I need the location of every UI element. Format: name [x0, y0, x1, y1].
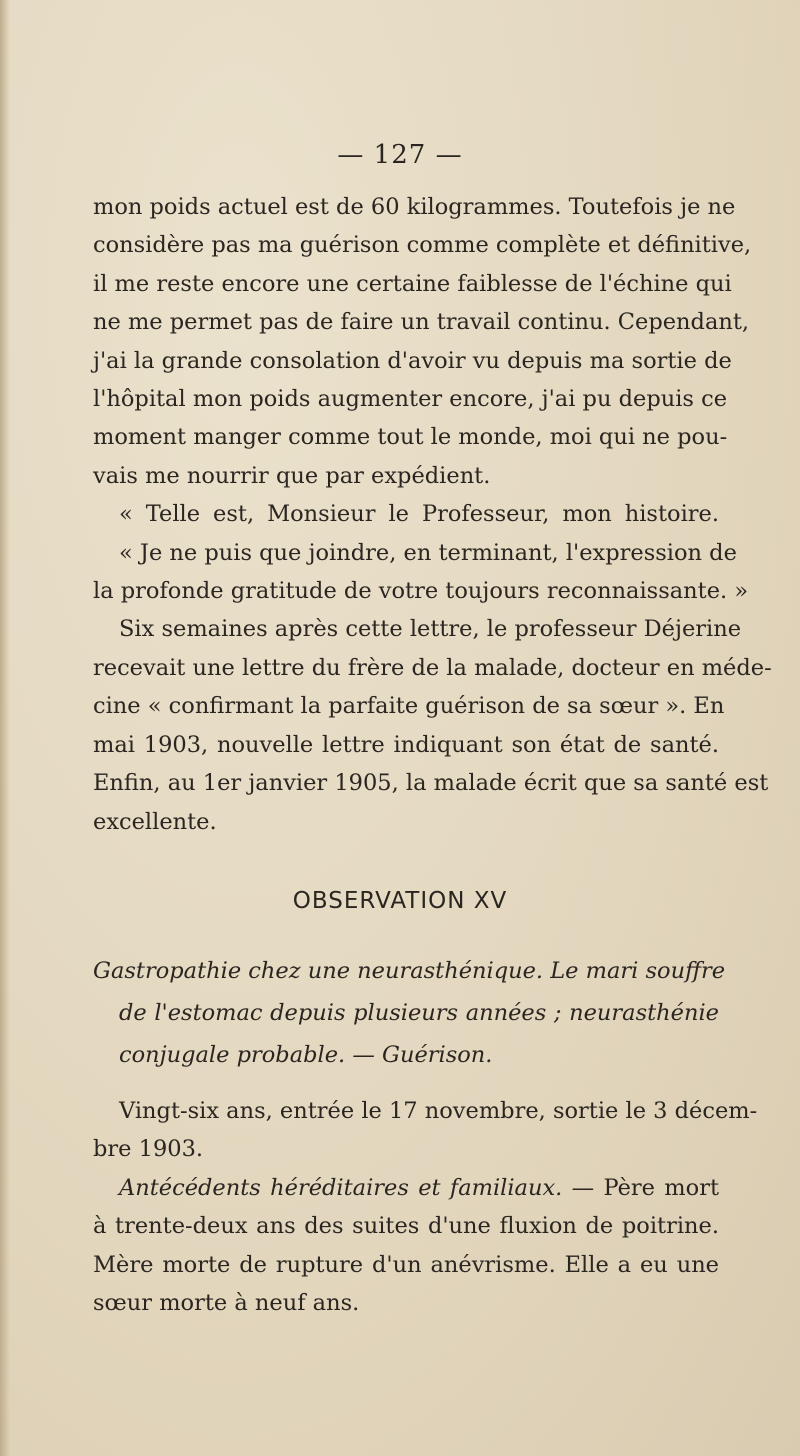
para6-line: sœur morte à neuf ans. — [93, 1290, 360, 1317]
para4-line: mai 1903, nouvelle lettre indiquant son état de santé. — [93, 731, 719, 758]
para6-line: à trente-deux ans des suites d'une fluxion de poitrine. — [93, 1213, 719, 1240]
observation-subtitle — [93, 950, 726, 1076]
para4-line: Enfin, au 1er janvier 1905, la malade écrit que sa santé est — [93, 770, 769, 797]
para6-line: — Père mort — [562, 1174, 719, 1201]
para4-line: recevait une lettre du frère de la malade, docteur en méde- — [93, 654, 772, 681]
para4-line: cine « confirmant la parfaite guérison de sa sœur ». En — [93, 693, 725, 720]
subtitle-line: conjugale probable. — Guérison. — [119, 1042, 493, 1068]
subtitle-line: de l'estomac depuis plusieurs années ; neurasthénie — [119, 1000, 719, 1026]
para1-line: mon poids actuel est de 60 kilogrammes. Toutefois je ne — [93, 194, 736, 220]
para3-line: « Je ne puis que joindre, en terminant, l'expression de — [119, 539, 737, 566]
para4-line: excellente. — [93, 808, 217, 835]
para1-line: vais me nourrir que par expédient. — [93, 462, 491, 489]
body-text-bottom — [93, 1092, 758, 1322]
para1-line: considère pas ma guérison comme complète et définitive, — [93, 232, 752, 259]
para6-line: Mère morte de rupture d'un anévrisme. Elle a eu une — [93, 1251, 719, 1278]
para1-line: l'hôpital mon poids augmenter encore, j'ai pu depuis ce — [93, 386, 728, 413]
subtitle-line: Gastropathie chez une neurasthénique. Le mari souffre — [93, 958, 726, 984]
observation-heading: OBSERVATION XV — [292, 888, 508, 914]
para1-line: il me reste encore une certaine faiblesse de l'échine qui — [93, 270, 732, 297]
page-edge-shadow — [0, 0, 10, 1456]
para1-line: j'ai la grande consolation d'avoir vu depuis ma sortie de — [93, 347, 732, 374]
para6-first-line — [93, 1169, 719, 1207]
para1-line: moment manger comme tout le monde, moi qui ne pou- — [93, 424, 728, 451]
para1-line: ne me permet pas de faire un travail continu. Cependant, — [93, 309, 750, 336]
page-number: — 127 — — [337, 140, 463, 170]
antecedents-heading: Antécédents héréditaires et familiaux. — [119, 1174, 563, 1201]
para5-line: bre 1903. — [93, 1136, 204, 1163]
body-text-top — [93, 188, 772, 841]
para3-line: la profonde gratitude de votre toujours reconnaissante. » — [93, 578, 749, 605]
para5-line: Vingt-six ans, entrée le 17 novembre, sortie le 3 décem- — [119, 1098, 758, 1124]
para2-line: « Telle est, Monsieur le Professeur, mon histoire. — [119, 501, 719, 528]
para4-line: Six semaines après cette lettre, le professeur Déjerine — [119, 616, 742, 643]
